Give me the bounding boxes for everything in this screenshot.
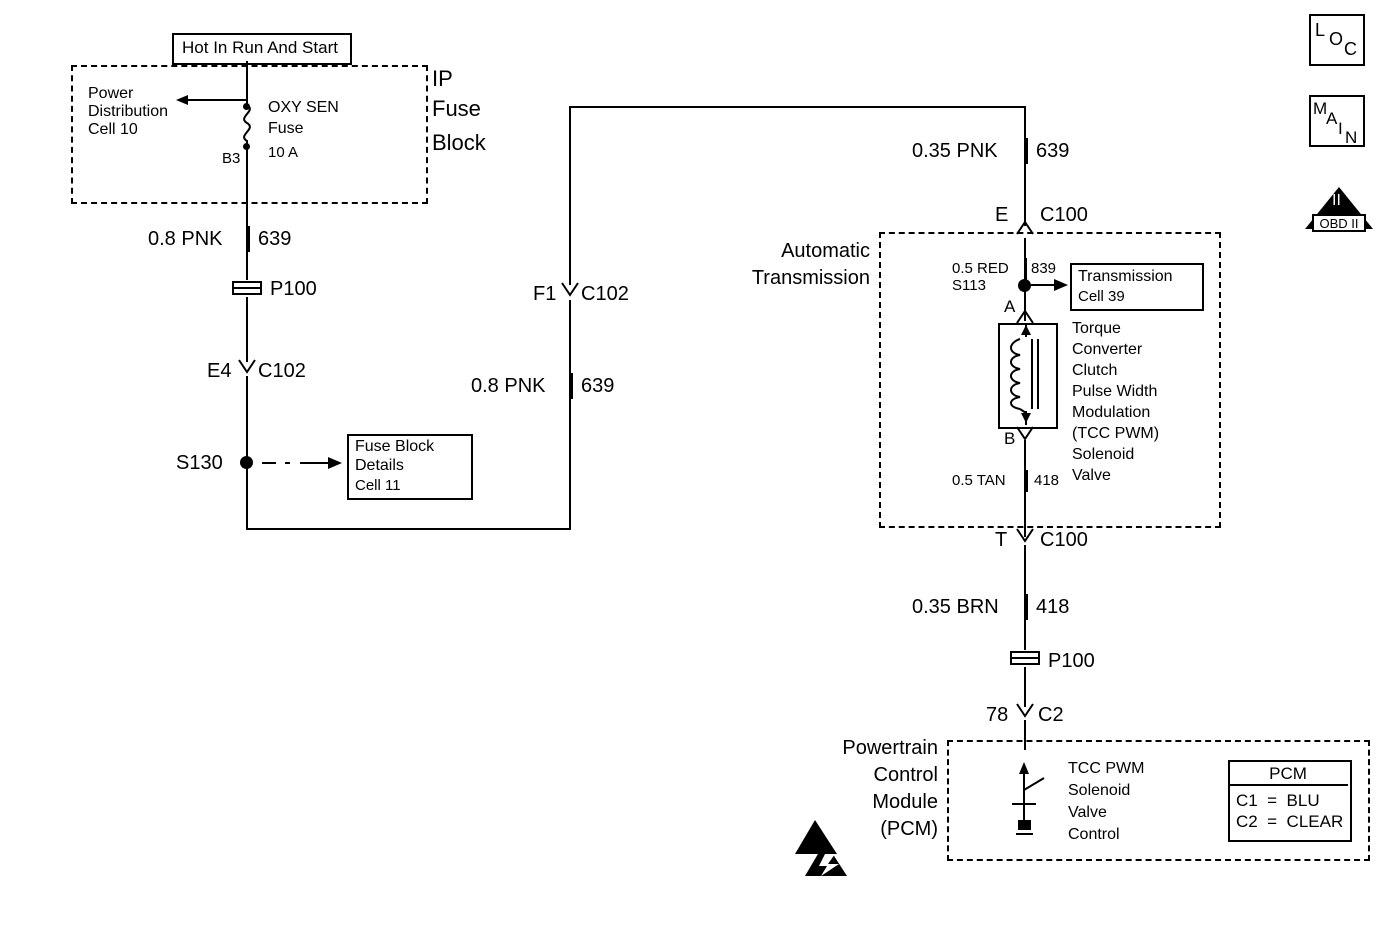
solenoid-label-line8: Valve <box>1072 467 1111 484</box>
p100-bottom-label: P100 <box>1048 650 1095 672</box>
pcm-input-line1: TCC PWM <box>1068 760 1145 777</box>
c2-connector-symbol <box>1016 704 1036 724</box>
automatic-transmission-line1: Automatic <box>781 240 870 262</box>
pcm-label-line1: Powertrain <box>842 737 938 759</box>
wire-label-08pnk: 0.8 PNK <box>148 228 223 250</box>
solenoid-label-line7: Solenoid <box>1072 446 1135 463</box>
c2-terminal-78: 78 <box>986 704 1009 726</box>
wire-number-639-c: 639 <box>1036 140 1070 162</box>
wire-number-418-b: 418 <box>1036 596 1070 618</box>
solenoid-label-line1: Torque <box>1072 320 1121 337</box>
obd-ii-icon-label: OBD II <box>1319 216 1359 231</box>
power-distribution-line3: Cell 10 <box>88 121 138 138</box>
wire-label-035pnk: 0.35 PNK <box>912 140 998 162</box>
solenoid-label-line3: Clutch <box>1072 362 1118 379</box>
oxy-sen-fuse-line1: OXY SEN <box>268 99 339 116</box>
main-icon-letter-a: A <box>1326 109 1338 128</box>
solenoid-label-line4: Pulse Width <box>1072 383 1158 400</box>
loc-icon-letter-c: C <box>1344 39 1357 59</box>
pcm-legend-title: PCM <box>1269 764 1307 783</box>
main-icon-letter-i: I <box>1338 119 1343 138</box>
fuse-terminal-b3: B3 <box>222 150 241 167</box>
hot-in-run-and-start-label: Hot In Run And Start <box>182 38 338 57</box>
f1-c102-connector-label: C102 <box>581 283 629 305</box>
fuse-block-details-line2: Details <box>355 457 404 474</box>
pcm-input-line4: Control <box>1068 826 1120 843</box>
oxy-sen-fuse-line2: Fuse <box>268 120 304 137</box>
e-terminal-label: E <box>995 204 1009 226</box>
solenoid-label-line6: (TCC PWM) <box>1072 425 1160 442</box>
wire-label-divider-6 <box>1026 594 1028 620</box>
wire-p100-to-c2 <box>1024 667 1026 707</box>
wire-label-035brn: 0.35 BRN <box>912 596 999 618</box>
wire-number-839: 839 <box>1031 260 1057 277</box>
t-c100-connector-symbol <box>1016 529 1036 549</box>
c102-connector-label: C102 <box>258 360 306 382</box>
wire-label-08pnk-b: 0.8 PNK <box>471 375 546 397</box>
pcm-label-line2: Control <box>873 764 938 786</box>
fuse-block-details-line3: Cell 11 <box>355 477 401 494</box>
solenoid-terminal-b: B <box>1004 429 1016 448</box>
ip-fuse-block-label-line2: Fuse <box>432 96 481 121</box>
fuse-block-details-line1: Fuse Block <box>355 438 435 455</box>
pcm-legend-row-1: C1 = BLU <box>1236 791 1320 810</box>
loc-icon-letter-l: L <box>1315 20 1326 40</box>
pcm-legend-divider <box>1228 784 1348 786</box>
solenoid-label-line2: Converter <box>1072 341 1143 358</box>
solenoid-b-connector-symbol <box>1016 427 1036 443</box>
e-c100-connector-label: C100 <box>1040 204 1088 226</box>
pcm-input-line2: Solenoid <box>1068 782 1131 799</box>
e4-terminal-label: E4 <box>207 360 232 382</box>
solenoid-terminal-a: A <box>1004 297 1016 316</box>
automatic-transmission-line2: Transmission <box>751 267 870 289</box>
obd-ii-icon-top-label: II <box>1332 192 1341 209</box>
main-icon-letter-n: N <box>1345 128 1358 147</box>
transmission-cell-line1: Transmission <box>1078 268 1173 285</box>
s113-splice-label: S113 <box>952 277 986 294</box>
wire-label-05tan: 0.5 TAN <box>952 472 1006 489</box>
wire-label-divider-5 <box>1026 470 1028 492</box>
t-terminal-label: T <box>995 529 1008 551</box>
main-icon-letter-m: M <box>1313 99 1328 118</box>
wire-number-639-b: 639 <box>581 375 615 397</box>
wire-number-418-a: 418 <box>1034 472 1060 489</box>
ip-fuse-block-label-line3: Block <box>432 130 486 155</box>
c2-connector-label: C2 <box>1038 704 1064 726</box>
s130-splice-label: S130 <box>176 452 223 474</box>
wire-label-05red: 0.5 RED <box>952 260 1009 277</box>
solenoid-label-line5: Modulation <box>1072 404 1151 421</box>
p100-top-label: P100 <box>270 278 317 300</box>
ip-fuse-block-label-line1: IP <box>432 66 453 91</box>
f1-terminal-label: F1 <box>533 283 557 305</box>
power-distribution-line2: Distribution <box>88 103 169 120</box>
transmission-cell-line2: Cell 39 <box>1078 288 1125 305</box>
esd-warning-icon <box>795 820 869 876</box>
loc-icon-letter-o: O <box>1329 29 1344 49</box>
t-c100-connector-label: C100 <box>1040 529 1088 551</box>
oxy-sen-fuse-rating: 10 A <box>268 144 299 161</box>
solenoid-coil-symbol <box>998 323 1054 425</box>
pcm-driver-symbol <box>1000 748 1070 843</box>
power-distribution-line1: Power <box>88 85 134 102</box>
wire-number-639-a: 639 <box>258 228 292 250</box>
pcm-legend-row-2: C2 = CLEAR <box>1236 812 1344 831</box>
pcm-label-line4: (PCM) <box>880 818 938 840</box>
pcm-input-line3: Valve <box>1068 804 1107 821</box>
pcm-label-line3: Module <box>872 791 938 813</box>
